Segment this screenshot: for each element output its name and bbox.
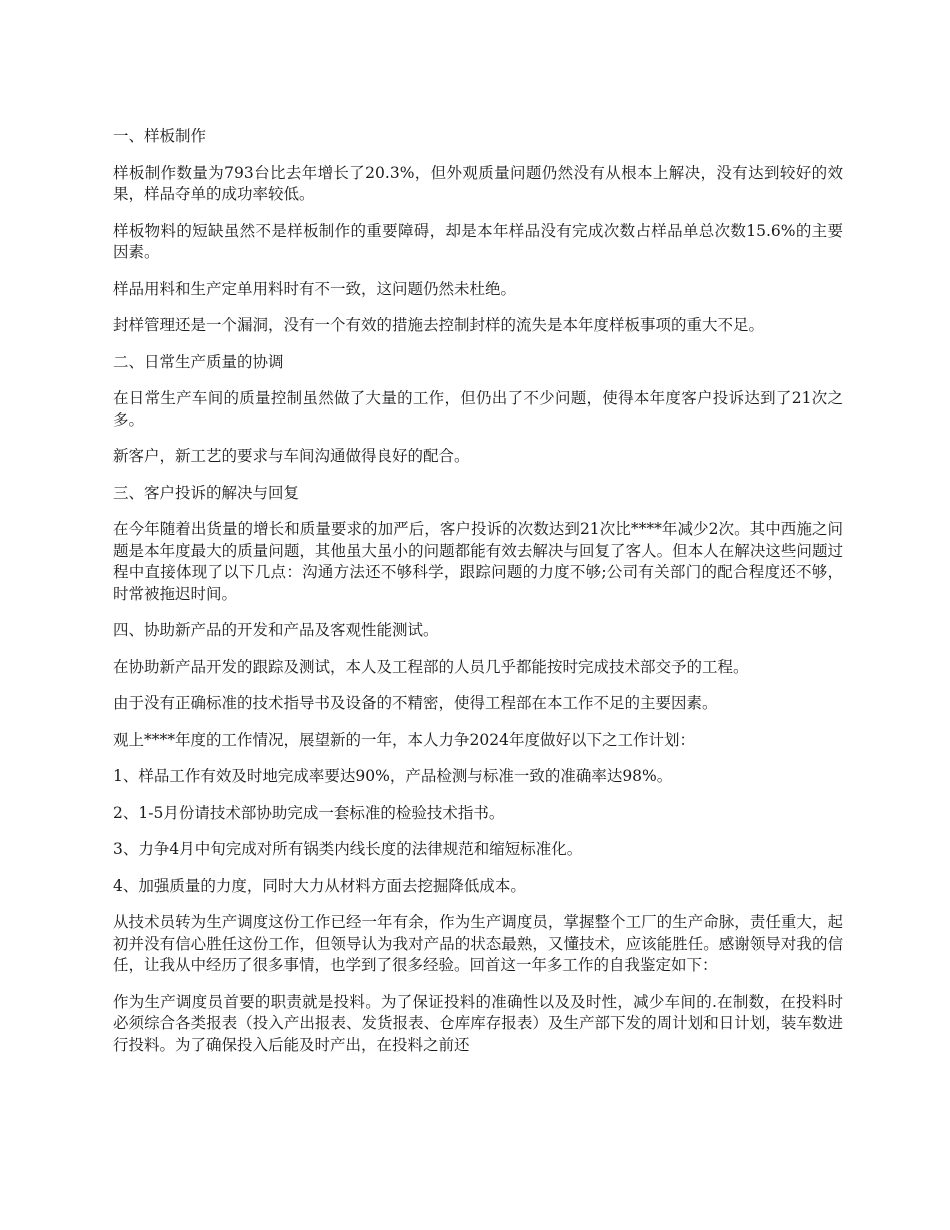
- plan-item: 1、样品工作有效及时地完成率要达90%，产品检测与标准一致的准确率达98%。: [113, 767, 673, 785]
- paragraph: 从技术员转为生产调度这份工作已经一年有余，作为生产调度员，掌握整个工厂的生产命脉，责任重大，起初并没有信心胜任这份工作，但领导认为我对产品的状态最熟，又懂技术，应该能胜任。感谢领导对我的信任，让我从中经历了很多事情，也学到了很多经验。回首这一年多工作的自我鉴定如下：: [113, 913, 843, 974]
- plan-item: 2、1-5月份请技术部协助完成一套标准的检验技术指书。: [113, 803, 505, 822]
- section-heading-quality-coordination: 二、日常生产质量的协调: [113, 352, 284, 371]
- paragraph: 作为生产调度员首要的职责就是投料。为了保证投料的准确性以及及时性，减少车间的.在制数，在投料时必须综合各类报表（投入产出报表、发货报表、仓库库存报表）及生产部下发的周计划和日计划，装车数进行投料。为了确保投入后能及时产出，在投料之前还: [113, 992, 843, 1054]
- paragraph: 在协助新产品开发的跟踪及测试，本人及工程部的人员几乎都能按时完成技术部交予的工程。: [113, 657, 749, 676]
- paragraph: 新客户，新工艺的要求与车间沟通做得良好的配合。: [113, 447, 470, 465]
- section-heading-customer-complaints: 三、客户投诉的解决与回复: [113, 483, 300, 502]
- paragraph: 观上****年度的工作情况，展望新的一年，本人力争2024年度做好以下之工作计划：: [113, 730, 695, 749]
- paragraph: 在今年随着出货量的增长和质量要求的加严后，客户投诉的次数达到21次比****年减少2次。其中西施之问题是本年度最大的质量问题，其他虽大虽小的问题都能有效去解决与回复了客人。但本人在解决这些问题过程中直接体现了以下几点：沟通方法还不够科学，跟踪问题的力度不够;公司有关部门的配合程度还不够，时常被拖迟时间。: [113, 520, 843, 603]
- paragraph: 样板物料的短缺虽然不是样板制作的重要障碍，却是本年样品没有完成次数占样品单总次数15.6%的主要因素。: [113, 221, 843, 261]
- paragraph: 由于没有正确标准的技术指导书及设备的不精密，使得工程部在本工作不足的主要因素。: [113, 694, 718, 712]
- paragraph: 样品用料和生产定单用料时有不一致，这问题仍然未杜绝。: [113, 279, 517, 298]
- paragraph: 样板制作数量为793台比去年增长了20.3%，但外观质量问题仍然没有从根本上解决，没有达到较好的效果，样品夺单的成功率较低。: [113, 163, 843, 203]
- paragraph: 在日常生产车间的质量控制虽然做了大量的工作，但仍出了不少问题，使得本年度客户投诉达到了21次之多。: [113, 389, 843, 429]
- plan-item: 4、加强质量的力度，同时大力从材料方面去挖掘降低成本。: [113, 876, 526, 895]
- document-body: [113, 126, 843, 1071]
- section-heading-new-product: 四、协助新产品的开发和产品及客观性能测试。: [113, 621, 439, 639]
- section-heading-sample-making: 一、样板制作: [113, 127, 207, 145]
- plan-item: 3、力争4月中旬完成对所有锅类内线长度的法律规范和缩短标准化。: [113, 840, 583, 858]
- paragraph: 封样管理还是一个漏洞，没有一个有效的措施去控制封样的流失是本年度样板事项的重大不足。: [113, 316, 765, 334]
